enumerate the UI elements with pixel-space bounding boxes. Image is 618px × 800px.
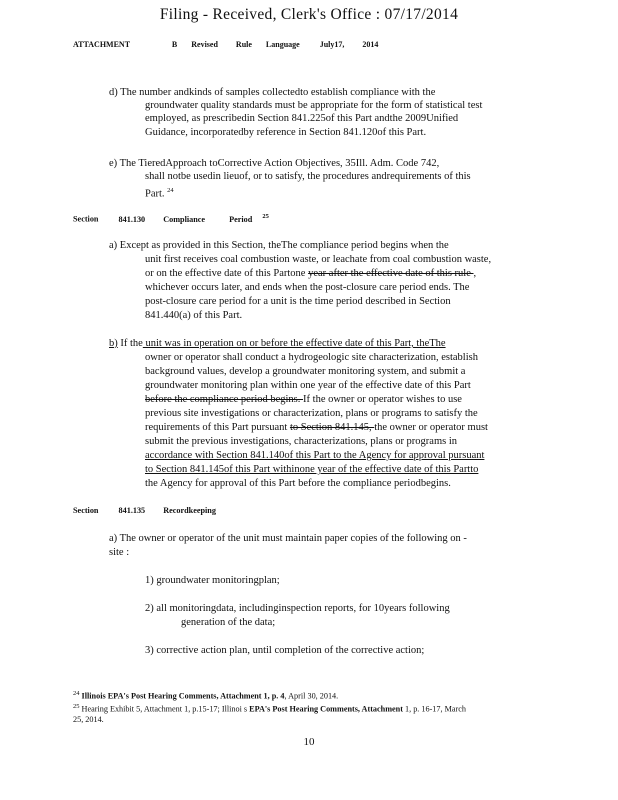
- item-a135-line-2: site :: [109, 547, 130, 558]
- list-item-2: 2) all monitoringdata, includinginspection reports, for 10years following: [145, 603, 450, 614]
- item-d-line-3: employed, as prescribedin Section 841.225of this Part andthe 2009Unified: [145, 113, 459, 124]
- item-a130-line-6: 841.440(a) of this Part.: [145, 310, 243, 321]
- deleted-text: year after the effective date of this rule: [308, 268, 474, 279]
- deleted-text: to Section 841.145,: [289, 422, 375, 433]
- attachment-letter: B: [171, 40, 178, 49]
- inserted-text: unit was in operation on or before the effective date of this Part, theThe: [142, 338, 446, 349]
- section-135-heading: [73, 506, 216, 515]
- section-word: Section: [73, 506, 99, 515]
- item-b130-line-1: b) If the unit was in operation on or before the effective date of this Part, theThe: [109, 338, 446, 349]
- list-item-3: 3) corrective action plan, until completion of the corrective action;: [145, 645, 425, 656]
- item-b130-line-4: groundwater monitoring plan within one year of the effective date of this Part: [145, 380, 471, 391]
- item-b130-line-7: requirements of this Part pursuant to Section 841.145, the owner or operator must: [145, 422, 488, 433]
- section-title: Recordkeeping: [163, 506, 216, 515]
- item-a135-line-1: a) The owner or operator of the unit must maintain paper copies of the following on -: [109, 533, 467, 544]
- item-a130-line-1: a) Except as provided in this Section, theThe compliance period begins when the: [109, 240, 449, 251]
- item-e-line-2: shall notbe usedin lieuof, or to satisfy, the procedures andrequirements of this: [145, 171, 471, 182]
- section-number: 841.130: [118, 214, 146, 224]
- page-number: 10: [303, 736, 315, 748]
- section-130-heading: [73, 213, 269, 224]
- filing-header: Filing - Received, Clerk's Office : 07/17/2014: [159, 6, 459, 23]
- section-word: Section: [73, 214, 99, 224]
- footnote-24: $^{24}$ Illinois EPA's Post Hearing Comments, Attachment 1, p. 4, April 30, 2014.: [73, 690, 339, 701]
- item-b130-line-9: accordance with Section 841.140of this Part to the Agency for approval pursuant: [145, 450, 485, 461]
- item-a130-line-3: or on the effective date of this Partone year after the effective date of this rule ,: [145, 268, 477, 279]
- attachment-line: [73, 40, 378, 49]
- footnote-25-cont: 25, 2014.: [73, 715, 104, 724]
- footnote-ref-24: 24: [167, 187, 174, 194]
- section-number: 841.135: [118, 506, 146, 515]
- attachment-rule: Rule: [235, 40, 252, 49]
- list-item-2-cont: generation of the data;: [181, 617, 276, 628]
- deleted-text: before the compliance period begins.: [145, 394, 304, 405]
- footnote-25: $^{25}$ Hearing Exhibit 5, Attachment 1, p.15-17; Illinoi s EPA's Post Hearing Comments, Attachment 1, p. 16-17, March: [73, 703, 466, 714]
- section-title: Compliance: [163, 214, 206, 224]
- item-a130-line-2: unit first receives coal combustion waste, or leachate from coal combustion waste,: [145, 254, 492, 265]
- item-d-line-1: d) The number andkinds of samples collectedto establish compliance with the: [109, 87, 436, 98]
- item-b130-line-5: before the compliance period begins. If the owner or operator wishes to use: [145, 394, 462, 405]
- item-d-line-4: Guidance, incorporatedby reference in Section 841.120of this Part.: [145, 127, 427, 138]
- item-d-line-2: groundwater quality standards must be appropriate for the form of statistical test: [145, 100, 483, 111]
- attachment-language: Language: [265, 40, 300, 49]
- item-a130-line-5: post-closure care period for a unit is the time period described in Section: [145, 296, 451, 307]
- attachment-year: 2014: [362, 40, 379, 49]
- item-b130-line-10: to Section 841.145of this Part withinone year of the effective date of this Partto: [145, 464, 479, 475]
- item-e-line-3: Part. $^{24}$: [145, 187, 174, 200]
- attachment-word: ATTACHMENT: [73, 40, 130, 49]
- item-b130-line-2: owner or operator shall conduct a hydrogeologic site characterization, establish: [145, 352, 478, 363]
- item-b130-line-8: submit the previous investigations, characterizations, plans or programs in: [145, 436, 458, 447]
- list-item-1: 1) groundwater monitoringplan;: [145, 575, 280, 586]
- attachment-date: July17,: [319, 40, 345, 49]
- attachment-revised: Revised: [191, 40, 218, 49]
- item-b130-line-3: background values, develop a groundwater monitoring system, and submit a: [145, 366, 466, 377]
- item-a130-line-4: whichever occurs later, and ends when the post-closure care period ends. The: [145, 282, 470, 293]
- item-b130-line-11: the Agency for approval of this Part before the compliance periodbegins.: [145, 478, 451, 489]
- item-b130-line-6: previous site investigations or characterization, plans or programs to satisfy the: [145, 408, 478, 419]
- item-e-line-1: e) The TieredApproach toCorrective Action Objectives, 35Ill. Adm. Code 742,: [109, 158, 440, 169]
- footnote-ref-25: 25: [262, 213, 269, 220]
- section-title-2: Period: [229, 214, 253, 224]
